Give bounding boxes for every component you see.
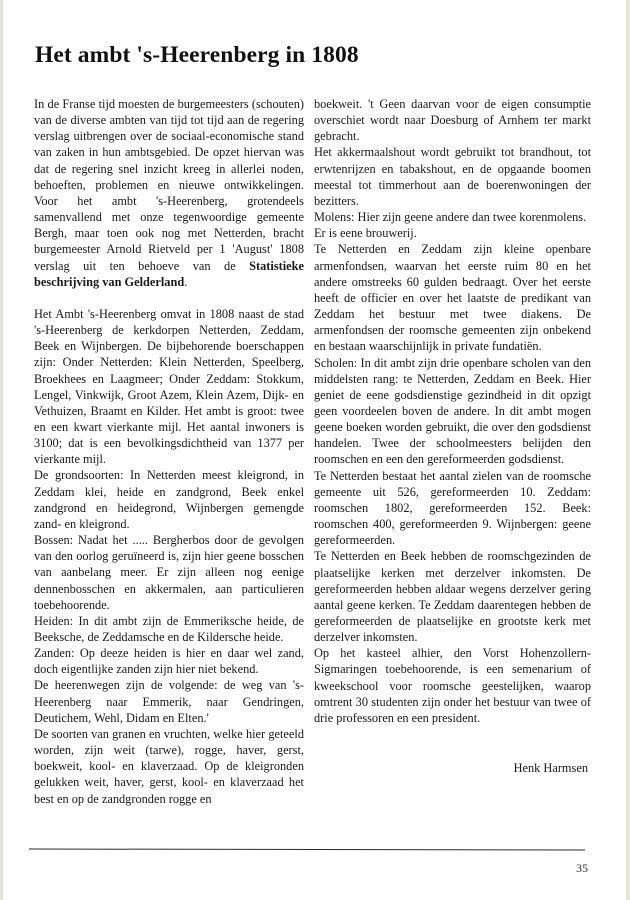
article-title: Het ambt 's-Heerenberg in 1808	[35, 42, 359, 68]
paragraph: De grondsoorten: In Netterden meest kleigrond, in Zeddam klei, heide en zandgrond, Beek enkel zandgrond en heidegrond, Wijnbergen gemengde zand- en kleigrond.	[34, 468, 304, 531]
paragraph: De soorten van granen en vruchten, welke hier geteeld worden, zijn weit (tarwe), rogge, haver, gerst, boekweit, kool- en klaverzaad. Op de kleigronden gelukken weit, haver, gerst, kool- en klaverzaad het best en op de zandgronden rogge en	[34, 726, 304, 806]
source-title: Statistieke beschrijving van Gelderland	[34, 258, 304, 289]
paragraph: De heerenwegen zijn de volgende: de weg van 's-Heerenberg naar Emmerik, naar Gendringen, Deutichem, Wehl, Didam en Elten.'	[34, 678, 304, 725]
paragraph: Te Netterden bestaat het aantal zielen van de roomsche gemeente uit 526, gereformeerden 10. Zeddam: roomschen 1802, gereformeerden 152. Beek: roomschen 400, gereformeerden 9. Wijnbergen: geene gereformeerden.	[314, 468, 591, 548]
paragraph: Scholen: In dit ambt zijn drie openbare scholen van den middelsten rang: te Netterden, Zeddam en Beek. Hier geniet de eene godsdienstige gezindheid in dit opzigt geen voordeelen boven de andere. In dit ambt mogen geene boeken worden gebruikt, die over den godsdienst handelen. Twee der schoolmeesters belijden den roomschen en een den gereformeerden godsdienst.	[314, 355, 591, 467]
paragraph: Bossen: Nadat het ..... Bergherbos door de gevolgen van den oorlog geruïneerd is, zijn hier geene bosschen van aanbelang meer. Er zijn alleen nog eenige dennenbosschen en akkermalen, aan particulieren toebehoorende.	[34, 533, 304, 612]
paragraph: Het Ambt 's-Heerenberg omvat in 1808 naast de stad 's-Heerenberg de kerkdorpen Netterden, Zeddam, Beek en Wijnbergen. De bijbehorende boerschappen zijn: Onder Netterden: Klein Netterden, Speelberg, Broekhees en Laagmeer; Onder Zeddam: Stokkum, Lengel, Vinkwijk, Groot Azem, Klein Azem, Dijk- en Vethuizen, Braamt en Kilder. Het ambt is groot: twee en een kwart vierkante mijl. Het aantal inwoners is 3100; dat is een bevolkingsdichtheid van 1377 per vierkante mijl.	[34, 306, 304, 467]
paragraph: Molens: Hier zijn geene andere dan twee korenmolens.	[314, 210, 587, 225]
intro-end: .	[184, 274, 188, 289]
paragraph: Het akkermaalshout wordt gebruikt tot brandhout, tot erwtenrijzen en tabakshout, en de opgaande boomen meestal tot timmerhout aan de boerenwoningen der bezitters.	[314, 145, 591, 208]
paragraph: Op het kasteel alhier, den Vorst Hohenzollern-Sigmaringen toebehoorende, is een semenarium of kweekschool voor roomsche geestelijken, waarop omtrent 30 studenten zijn onder het bestuur van twee of drie professoren en een president.	[314, 646, 591, 725]
intro-text: In de Franse tijd moesten de burgemeesters (schouten) van de diverse ambten van tijd tot tijd aan de regering verslag uitbrengen over de sociaal-economische stand van zaken in hun ambtsgebied. De opzet hiervan was dat de regering snel inzicht kreeg in allerlei noden, behoeften, problemen en nieuwe ontwikkelingen. Voor het ambt 's-Heerenberg, grotendeels samenvallend met onze tegenwoordige gemeente Bergh, maar toen ook nog met Netterden, bracht burgemeester Arnold Rietveld per 1 'August' 1808 verslag uit ten behoeve van de	[34, 97, 304, 273]
paragraph: boekweit. 't Geen daarvan voor de eigen consumptie overschiet wordt naar Doesburg of Arnhem ter markt gebracht.	[314, 97, 591, 144]
author-signature: Henk Harmsen	[513, 761, 588, 775]
footer-divider	[29, 849, 585, 851]
left-column	[34, 96, 304, 807]
paragraph: Er is eene brouwerij.	[314, 226, 417, 241]
intro-paragraph	[34, 96, 304, 290]
page-number: 35	[576, 861, 588, 875]
paragraph: Zanden: Op deeze heiden is hier en daar wel zand, doch eigentlijke zanden zijn hier niet bekend.	[34, 646, 304, 677]
paragraph: Te Netterden en Zeddam zijn kleine openbare armenfondsen, waarvan het eerste ruim 80 en het andere omstreeks 60 gulden bedraagt. Over het eerste heeft de officier en over het laatste de predikant van Zeddam het bestuur met twee diakens. De armenfondsen der roomsche gemeenten zijn onbekend en bestaan waarschijnlijk in private fundatiën.	[314, 242, 591, 354]
scan-edge-left	[0, 0, 3, 900]
paragraph: Heiden: In dit ambt zijn de Emmeriksche heide, de Beeksche, de Zeddamsche en de Kildersche heide.	[34, 613, 304, 644]
paragraph: Te Netterden en Beek hebben de roomschgezinden de plaatselijke kerken met derzelver inkomsten. De gereformeerden hebben aldaar wegens derzelver gering aantal geene kerken. Te Zeddam daarentegen hebben de gereformeerden de plaatselijke en grootste kerk met derzelver inkomsten.	[314, 549, 591, 645]
scan-edge-right	[626, 0, 630, 900]
right-column	[314, 96, 591, 726]
